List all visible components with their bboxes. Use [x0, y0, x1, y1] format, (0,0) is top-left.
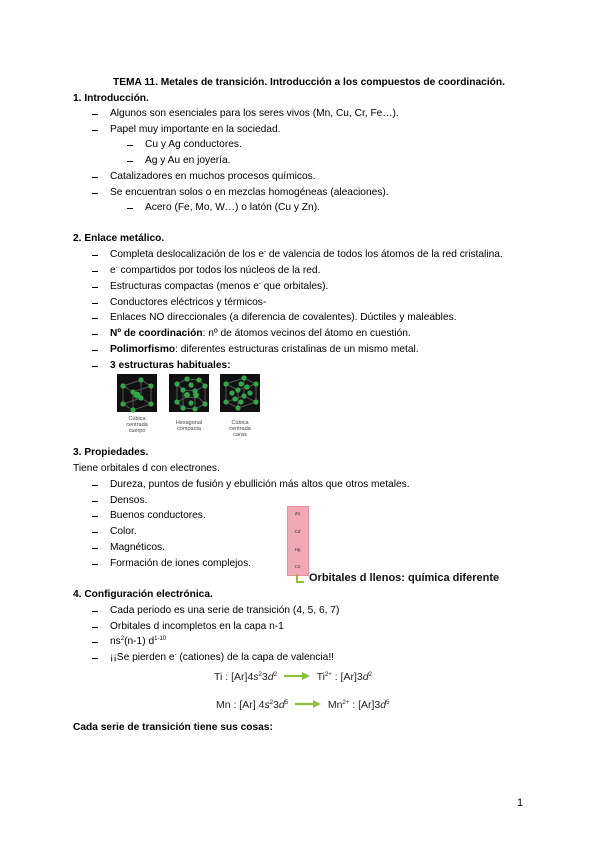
list-item: Formación de iones complejos. [110, 558, 251, 569]
right-arrow-icon [294, 699, 322, 709]
figure-caption: Orbitales d llenos: química diferente [309, 572, 500, 584]
list-item: Cu y Ag conductores. [145, 139, 242, 150]
list-item: ¡¡Se pierden e- (cationes) de la capa de valencia!! [110, 652, 334, 663]
bullet-dash [92, 366, 98, 367]
crystal-caption: Hexagonal compacta [175, 420, 203, 432]
bullet-dash [92, 611, 98, 612]
bullet-dash [92, 114, 98, 115]
page-number: 1 [517, 797, 524, 809]
list-item: Dureza, puntos de fusión y ebullición más altos que otros metales. [110, 479, 410, 490]
bullet-dash [127, 161, 133, 162]
bullet-dash [127, 145, 133, 146]
section-1-heading: 1. Introducción. [73, 93, 149, 104]
bullet-dash [92, 318, 98, 319]
bullet-dash [92, 658, 98, 659]
bullet-dash [92, 642, 98, 643]
list-item: Estructuras compactas (menos e- que orbitales). [110, 281, 329, 292]
list-item: Catalizadores en muchos procesos químicos. [110, 171, 316, 182]
periodic-table-column: Zn Cd Hg Cn [287, 506, 309, 576]
list-item: Polimorfismo: diferentes estructuras cristalinas de un mismo metal. [110, 344, 419, 355]
bullet-dash [92, 564, 98, 565]
bullet-dash [92, 350, 98, 351]
list-item: Se encuentran solos o en mezclas homogéneas (aleaciones). [110, 187, 389, 198]
list-item: 3 estructuras habituales: [110, 360, 231, 371]
electron-config-equation: Mn : [Ar] $4s^23d^5$ $Mn^{2+}$ : $[Ar]3d^5$ [216, 699, 390, 711]
crystal-caption: Cúbica centrada caras [229, 420, 251, 438]
bullet-dash [92, 271, 98, 272]
section-3-heading: 3. Propiedades. [73, 447, 149, 458]
list-item: e- compartidos por todos los núcleos de la red. [110, 265, 321, 276]
list-item: Cada periodo es una serie de transición (4, 5, 6, 7) [110, 605, 340, 616]
bullet-dash [92, 303, 98, 304]
bullet-dash [92, 485, 98, 486]
document-title: TEMA 11. Metales de transición. Introducción a los compuestos de coordinación. [113, 77, 505, 88]
list-item: $ns^2(n-1)$ $d^{1-10}$ [110, 636, 167, 647]
bullet-dash [92, 334, 98, 335]
fcc-crystal-figure [216, 372, 264, 414]
electron-config-equation: Ti : $[Ar]4s^23d^2$ $Ti^{2+}$ : $[Ar]3d^2$ [214, 671, 372, 683]
list-item: Magnéticos. [110, 542, 165, 553]
list-item: Acero (Fe, Mo, W…) o latón (Cu y Zn). [145, 202, 320, 213]
bullet-dash [92, 532, 98, 533]
bcc-crystal-figure [113, 372, 161, 414]
section-3-intro: Tiene orbitales d con electrones. [73, 463, 220, 474]
section-2-heading: 2. Enlace metálico. [73, 233, 165, 244]
list-item: Algunos son esenciales para los seres vivos (Mn, Cu, Cr, Fe…). [110, 108, 399, 119]
bullet-dash [92, 627, 98, 628]
list-item: Conductores eléctricos y térmicos- [110, 297, 267, 308]
list-item: Orbitales d incompletos en la capa n-1 [110, 621, 284, 632]
bullet-dash [92, 255, 98, 256]
list-item: Papel muy importante en la sociedad. [110, 124, 281, 135]
list-item: Densos. [110, 495, 148, 506]
section-4-heading: 4. Configuración electrónica. [73, 589, 213, 600]
list-item: Nº de coordinación: nº de átomos vecinos del átomo en cuestión. [110, 328, 411, 339]
bullet-dash [92, 193, 98, 194]
list-item: Enlaces NO direccionales (a diferencia de covalentes). Dúctiles y maleables. [110, 312, 457, 323]
bullet-dash [92, 287, 98, 288]
closing-line: Cada serie de transición tiene sus cosas: [73, 722, 273, 733]
bullet-dash [92, 501, 98, 502]
list-item: Completa deslocalización de los e- de valencia de todos los átomos de la red cristalina. [110, 249, 503, 260]
bullet-dash [92, 548, 98, 549]
bullet-dash [92, 177, 98, 178]
bullet-dash [127, 208, 133, 209]
list-item: Buenos conductores. [110, 510, 206, 521]
green-bracket-icon [296, 574, 304, 583]
list-item: Ag y Au en joyería. [145, 155, 231, 166]
crystal-caption: Cúbica centrada cuerpo [126, 416, 148, 434]
bullet-dash [92, 516, 98, 517]
bullet-dash [92, 130, 98, 131]
list-item: Color. [110, 526, 137, 537]
hcp-crystal-figure [165, 372, 213, 414]
right-arrow-icon [283, 671, 311, 681]
